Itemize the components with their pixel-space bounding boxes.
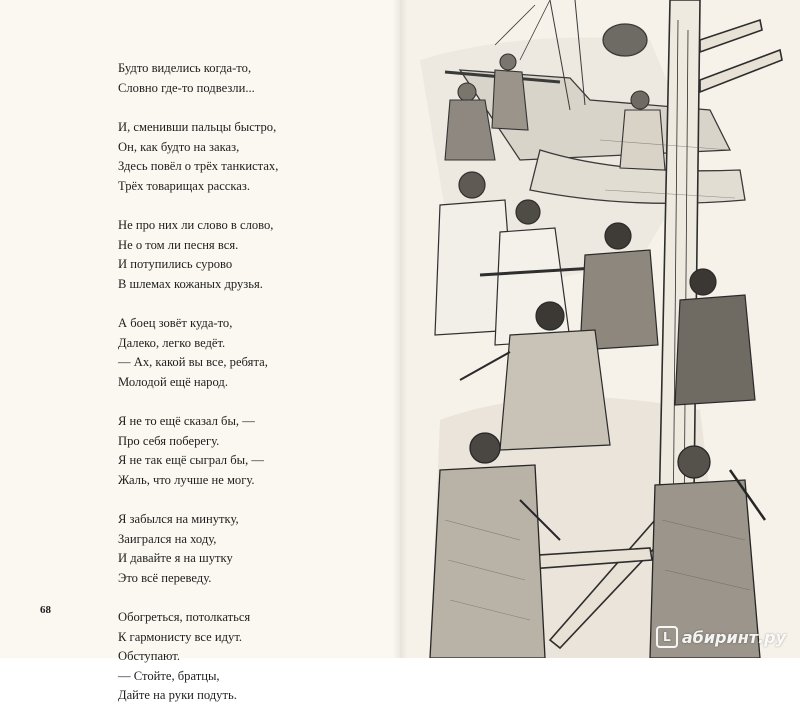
poem-stanza — [118, 59, 378, 98]
poem-line: Трёх товарищах рассказ. — [118, 178, 251, 193]
poem-line: — Ах, какой вы все, ребята, — [118, 355, 268, 369]
poem-line: Обогреться, потолкаться — [118, 610, 251, 624]
poem-line: Словно где-то подвезли... — [118, 80, 255, 95]
poem-line: Заигрался на ходу, — [118, 531, 217, 546]
poem-stanza — [118, 510, 378, 588]
right-page — [400, 0, 800, 658]
poem-line: Про себя поберегу. — [118, 433, 220, 448]
poem-line: Далеко, легко ведёт. — [118, 335, 226, 350]
poem-line: Здесь повёл о трёх танкистах, — [118, 159, 279, 173]
poem-line: Не про них ли слово в слово, — [118, 218, 274, 232]
poem-line: И давайте я на шутку — [118, 551, 233, 565]
poem-stanza — [118, 412, 378, 490]
poem-line: Будто виделись когда-то, — [118, 61, 252, 75]
poem-line: Это всё переведу. — [118, 570, 212, 585]
poem-line: Жаль, что лучше не могу. — [118, 472, 255, 487]
poem-line: И, сменивши пальцы быстро, — [118, 120, 277, 134]
watermark-text: абиринт.ру — [681, 627, 786, 647]
poem-stanza — [118, 608, 378, 706]
poem-stanza — [118, 216, 378, 294]
poem-line: Я не так ещё сыграл бы, — — [118, 453, 264, 467]
poem-stanza — [118, 314, 378, 392]
poem-stanza — [118, 118, 378, 196]
left-page — [0, 0, 400, 702]
poem-line: — Стойте, братцы, — [118, 668, 220, 683]
labirint-logo-icon: L — [656, 626, 678, 648]
poem-line: Дайте на руки подуть. — [118, 688, 237, 702]
soldiers-illustration — [400, 0, 800, 658]
poem-line: Я забылся на минутку, — [118, 512, 239, 526]
poem-line: Молодой ещё народ. — [118, 374, 228, 389]
poem-line: К гармонисту все идут. — [118, 629, 243, 644]
watermark-logo — [656, 626, 786, 648]
poem-line: А боец зовёт куда-то, — [118, 316, 233, 330]
poem-line: Обступают. — [118, 649, 181, 663]
poem-line: И потупились сурово — [118, 257, 233, 271]
poem-line: Он, как будто на заказ, — [118, 139, 240, 154]
page-number: 68 — [40, 604, 51, 616]
poem-line: Не о том ли песня вся. — [118, 237, 239, 252]
poem-line: Я не то ещё сказал бы, — — [118, 414, 255, 428]
poem-line: В шлемах кожаных друзья. — [118, 276, 263, 291]
poem-text — [118, 59, 378, 726]
